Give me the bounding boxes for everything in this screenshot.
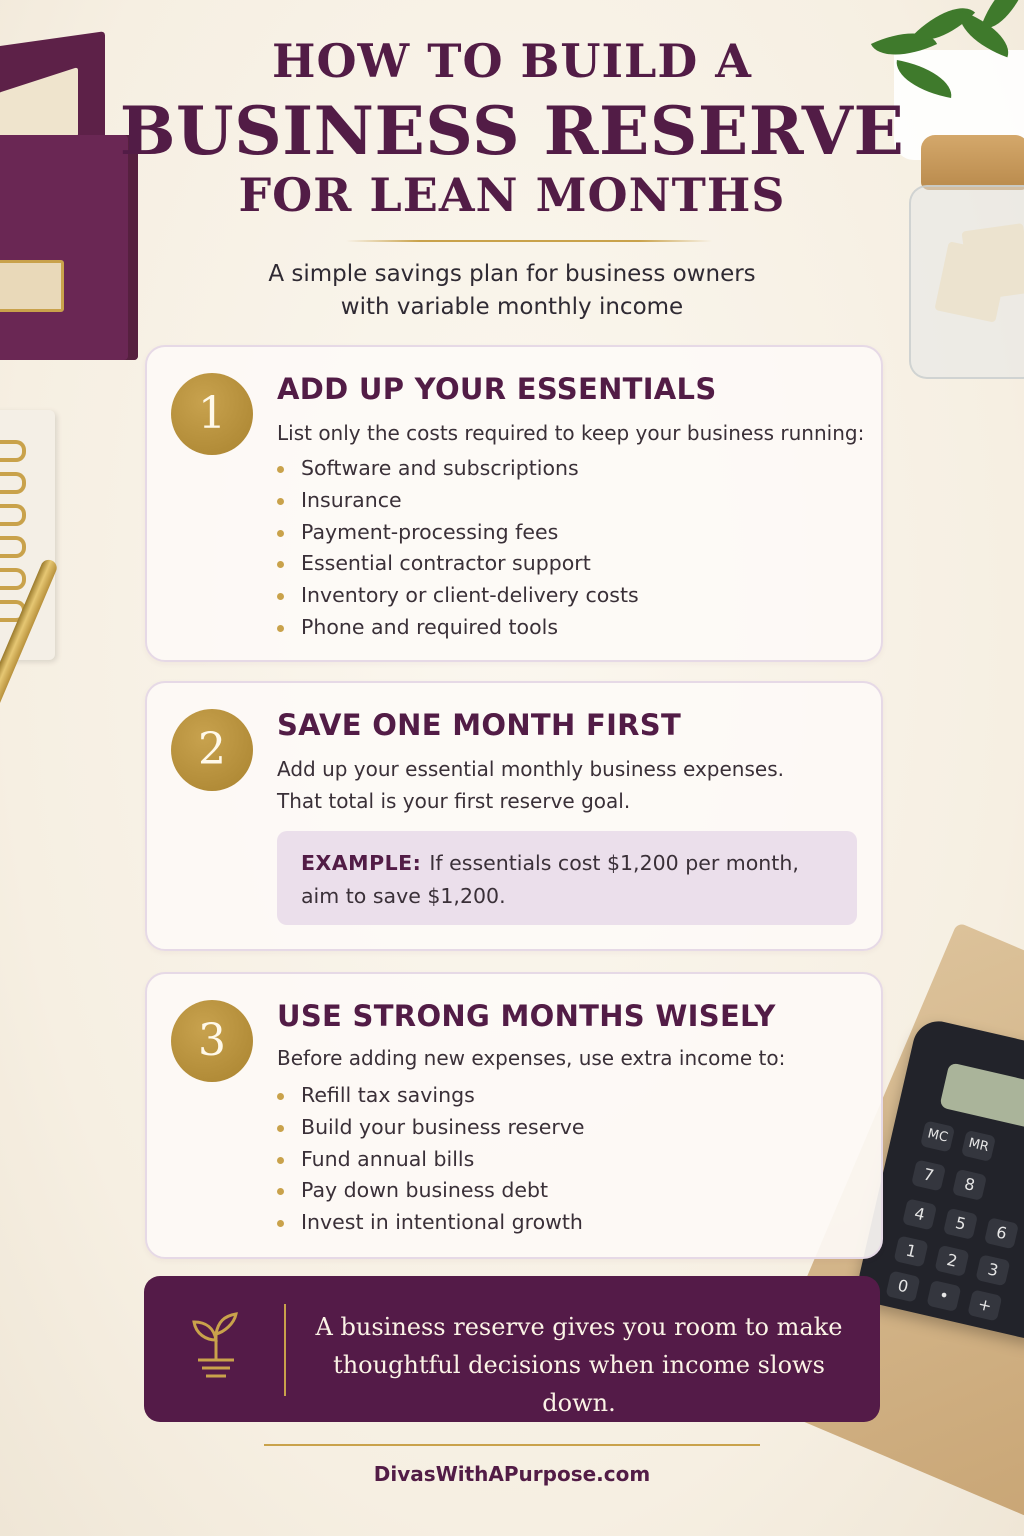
callout-divider [284, 1304, 286, 1396]
list-item: Pay down business debt [277, 1175, 585, 1207]
page-title-line-1: HOW TO BUILD A [272, 34, 752, 88]
closing-callout [144, 1276, 880, 1422]
step-number-badge: 2 [171, 709, 253, 791]
calc-key: 3 [975, 1254, 1010, 1286]
footer-divider [264, 1444, 760, 1446]
calc-key: 4 [902, 1198, 937, 1230]
calc-key: 6 [984, 1217, 1019, 1249]
footer-site-link[interactable]: DivasWithAPurpose.com [373, 1462, 651, 1486]
step-text-line-1: Add up your essential monthly business expenses. [277, 757, 784, 781]
step-text [277, 753, 784, 817]
calc-key: 8 [952, 1169, 987, 1201]
subtitle [0, 258, 1024, 324]
list-item: Insurance [277, 485, 639, 517]
calc-key: 1 [894, 1235, 929, 1267]
calc-key: 5 [943, 1208, 978, 1240]
list-item: Software and subscriptions [277, 453, 639, 485]
calculator-screen [939, 1062, 1024, 1134]
notebook-ring [0, 504, 26, 526]
step-card-3 [145, 972, 883, 1259]
calc-key: 2 [934, 1245, 969, 1277]
step-intro: Before adding new expenses, use extra income to: [277, 1046, 786, 1070]
essentials-list [277, 453, 639, 644]
example-label: EXAMPLE: [301, 851, 422, 875]
example-line-1: If essentials cost $1,200 per month, [429, 851, 799, 875]
strong-months-list [277, 1080, 585, 1239]
sprout-icon [184, 1310, 248, 1390]
title-divider [346, 240, 712, 242]
notebook-ring [0, 472, 26, 494]
callout-line-1: A business reserve gives you room to make [315, 1313, 843, 1341]
list-item: Phone and required tools [277, 612, 639, 644]
list-item: Invest in intentional growth [277, 1207, 585, 1239]
step-title: USE STRONG MONTHS WISELY [277, 999, 776, 1033]
list-item: Build your business reserve [277, 1112, 585, 1144]
step-card-1 [145, 345, 883, 662]
step-title: SAVE ONE MONTH FIRST [277, 708, 682, 742]
callout-text [294, 1308, 864, 1422]
calc-key: 7 [911, 1159, 946, 1191]
list-item: Refill tax savings [277, 1080, 585, 1112]
notebook-ring [0, 440, 26, 462]
calc-key: + [967, 1289, 1002, 1321]
calc-key: • [926, 1280, 961, 1312]
subtitle-line-2: with variable monthly income [340, 294, 684, 320]
step-text-line-2: That total is your first reserve goal. [277, 789, 631, 813]
step-number-badge: 1 [171, 373, 253, 455]
example-line-2: aim to save $1,200. [301, 884, 506, 908]
page-title-line-3: FOR LEAN MONTHS [238, 168, 786, 222]
calc-key: MR [961, 1130, 996, 1162]
list-item: Payment-processing fees [277, 517, 639, 549]
step-number-badge: 3 [171, 1000, 253, 1082]
example-text [301, 847, 841, 913]
step-title: ADD UP YOUR ESSENTIALS [277, 372, 717, 406]
list-item: Essential contractor support [277, 548, 639, 580]
calc-key: 0 [885, 1270, 920, 1302]
subtitle-line-1: A simple savings plan for business owners [268, 261, 756, 287]
callout-line-2: thoughtful decisions when income slows down. [333, 1351, 825, 1417]
step-card-2 [145, 681, 883, 951]
page-title-line-2: BUSINESS RESERVE [119, 92, 905, 170]
list-item: Fund annual bills [277, 1144, 585, 1176]
notebook-ring [0, 568, 26, 590]
calc-key: MC [920, 1120, 955, 1152]
list-item: Inventory or client-delivery costs [277, 580, 639, 612]
example-callout [277, 831, 857, 925]
step-intro: List only the costs required to keep your business running: [277, 421, 865, 445]
